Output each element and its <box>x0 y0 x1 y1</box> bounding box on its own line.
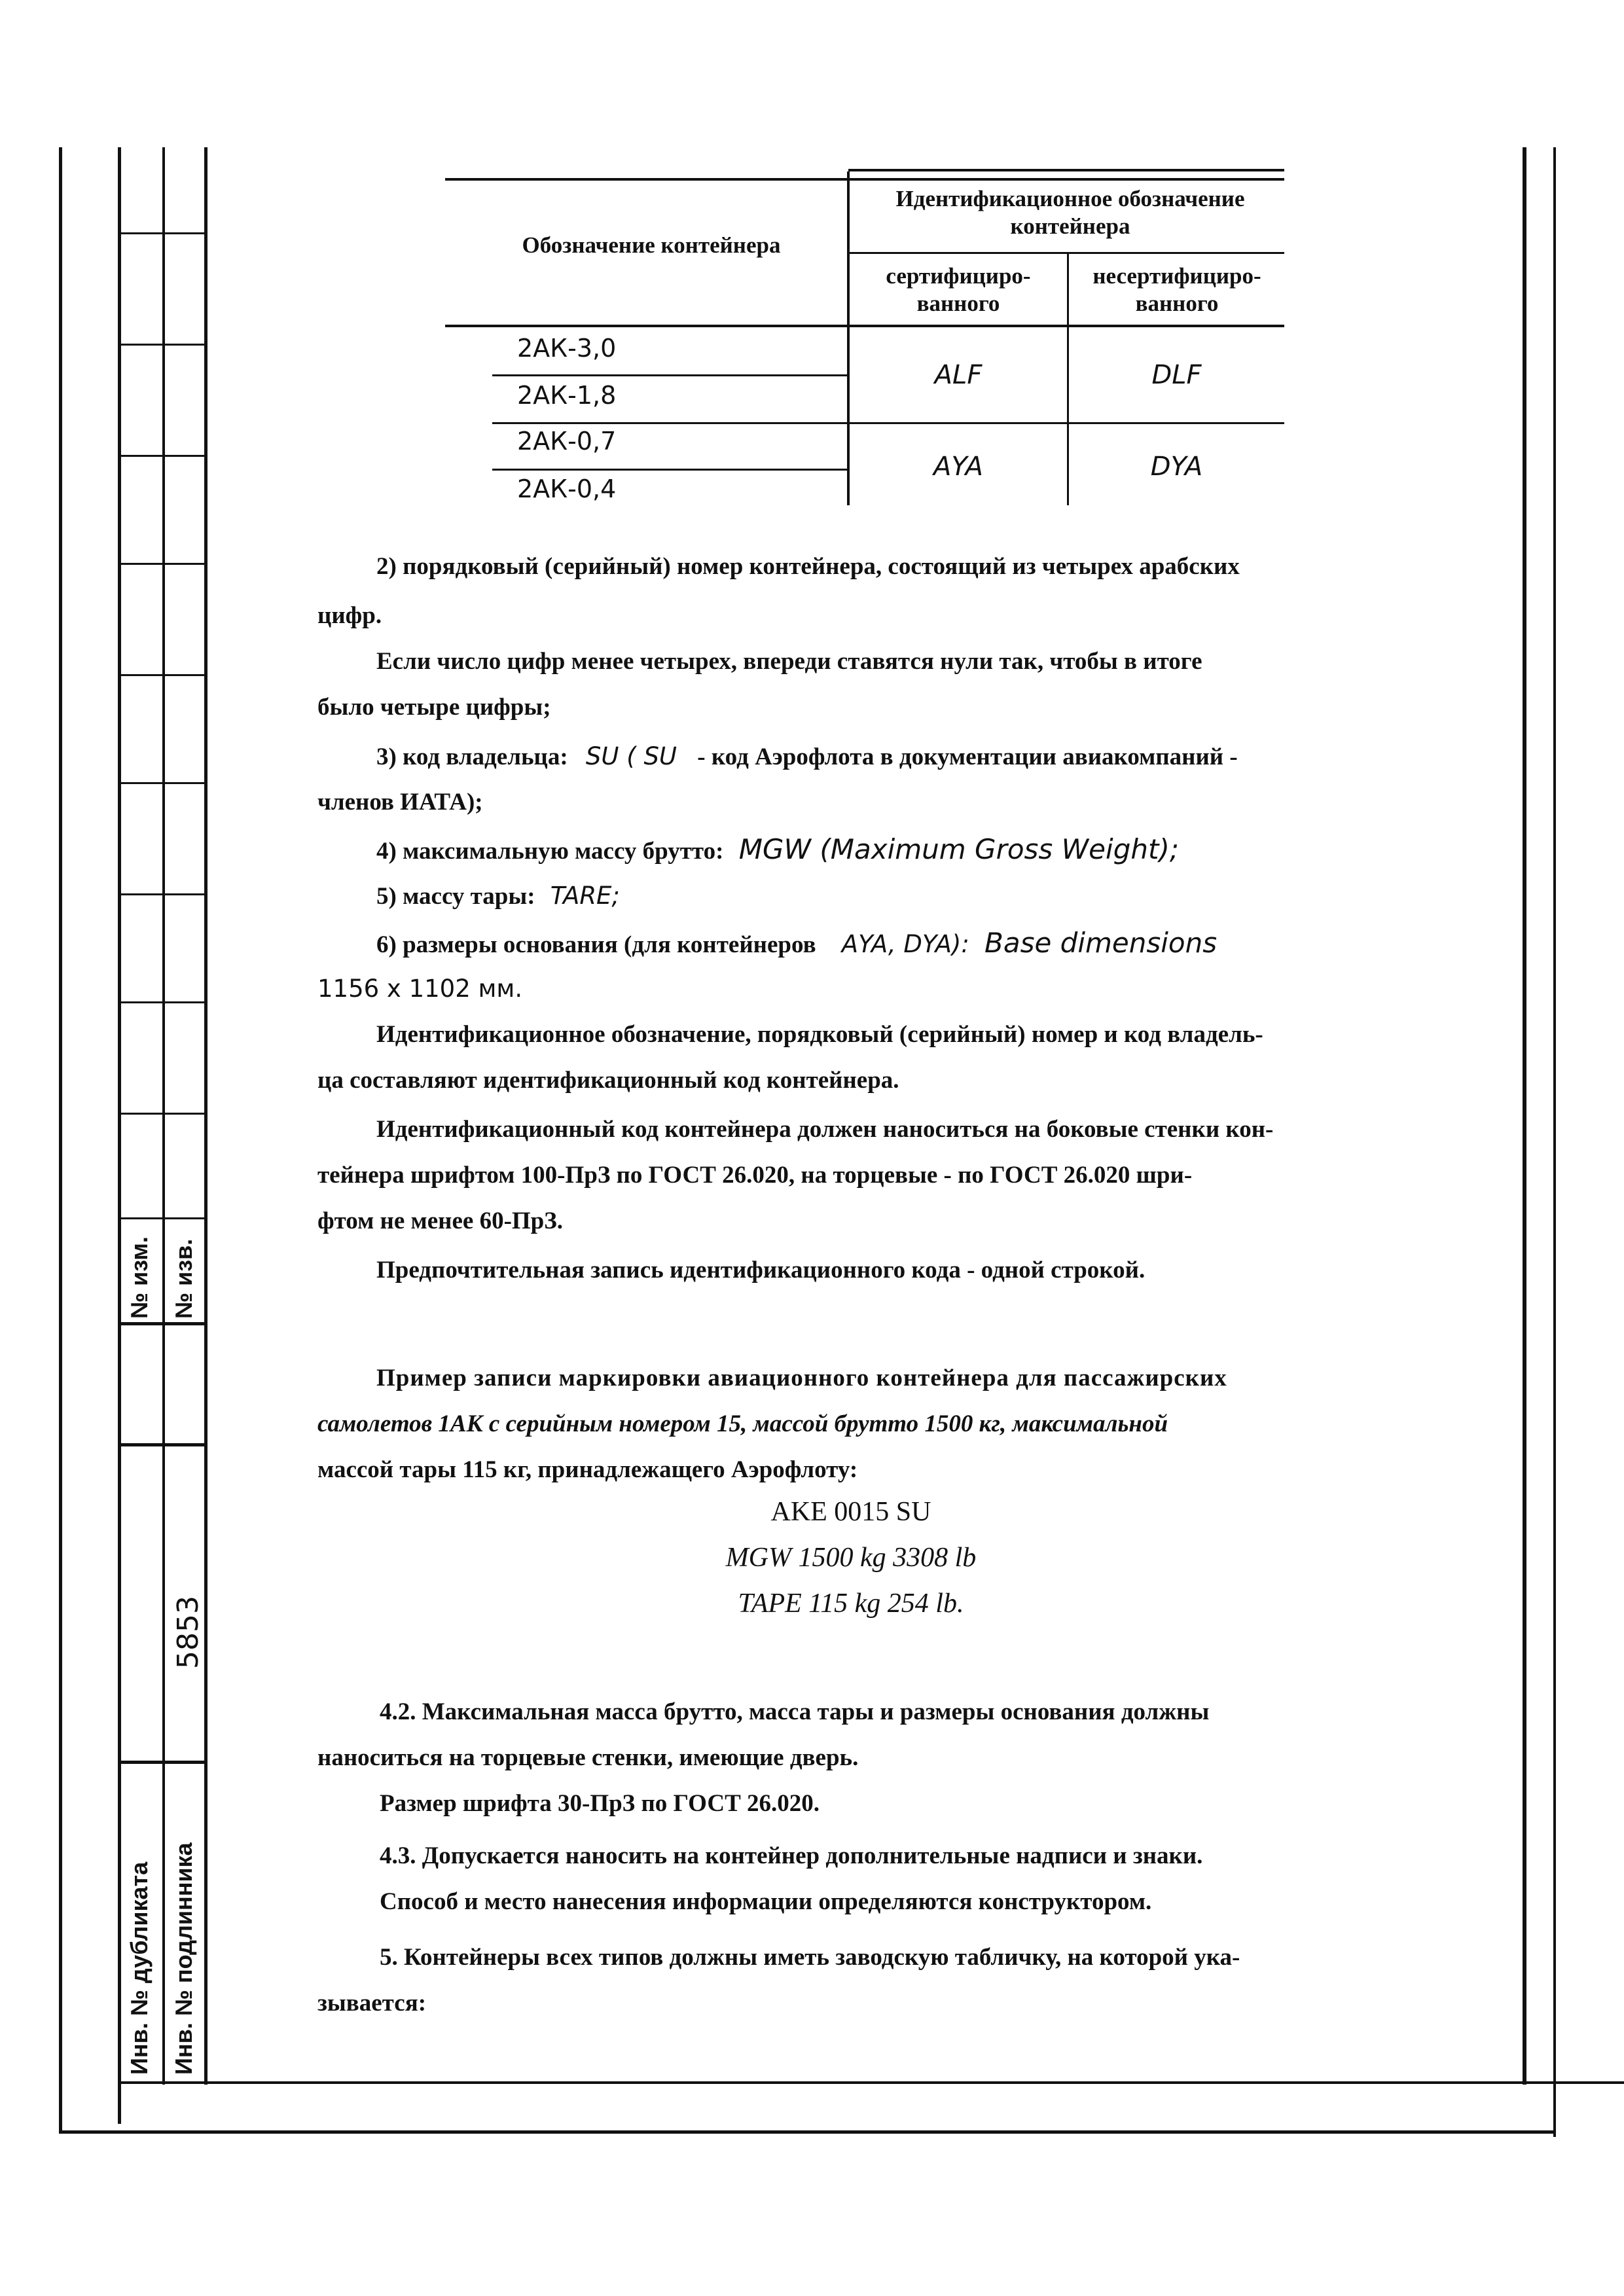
stamp-divider <box>118 674 208 676</box>
stamp-divider <box>118 1443 208 1446</box>
stamp-izv-label: № изв. <box>170 1238 197 1319</box>
text-line <box>376 872 620 920</box>
stamp-divider <box>118 1761 208 1764</box>
text-line: членов ИАТА); <box>317 789 483 816</box>
example-title: Пример записи маркировки авиационного контейнера для пассажирских <box>376 1365 1227 1391</box>
frame-line <box>118 147 121 2124</box>
header-certified: сертифициро-ванного <box>886 262 1031 316</box>
text-line: было четыре цифры; <box>317 694 551 721</box>
text-fragment: 6) размеры основания (для контейнеров <box>376 931 816 958</box>
text-line: 2) порядковый (серийный) номер контейнера, состоящий из четырех арабских <box>376 553 1240 580</box>
stamp-divider <box>118 1001 208 1003</box>
frame-line <box>1523 147 1526 2085</box>
row-designation: 2АК-0,7 <box>517 427 617 456</box>
text-line: цифр. <box>317 602 382 629</box>
header-designation: Обозначение контейнера <box>522 232 781 258</box>
stamp-divider <box>118 1217 208 1219</box>
stamp-divider <box>118 1322 208 1325</box>
frame-line <box>208 2081 1525 2084</box>
text-line: наноситься на торцевые стенки, имеющие дверь. <box>317 1744 859 1771</box>
text-line: Способ и место нанесения информации определяются конструктором. <box>380 1888 1152 1915</box>
text-fragment: 4) максимальную массу брутто: <box>376 838 724 865</box>
text-line: 4.3. Допускается наносить на контейнер дополнительные надписи и знаки. <box>380 1842 1203 1869</box>
frame-line <box>59 147 62 2132</box>
text-fragment: 3) код владельца: <box>376 744 568 770</box>
text-line: Предпочтительная запись идентификационного кода - одной строкой. <box>376 1257 1146 1283</box>
stamp-divider <box>118 455 208 457</box>
text-line: ца составляют идентификационный код контейнера. <box>317 1067 899 1094</box>
example-code: AKE 0015 SU <box>770 1497 931 1527</box>
text-line: Если число цифр менее четырех, впереди ставятся нули так, чтобы в итоге <box>376 648 1202 675</box>
stamp-divider <box>118 893 208 895</box>
header-uncertified: несертифициро-ванного <box>1092 262 1261 316</box>
text-line: зывается: <box>317 1990 427 2017</box>
text-fragment: TARE; <box>550 882 620 910</box>
table-line <box>848 252 1284 254</box>
code-certified: AYA <box>933 452 984 482</box>
row-designation: 2АК-0,4 <box>517 475 617 503</box>
table-line <box>848 169 1284 171</box>
stamp-divider <box>118 782 208 784</box>
example-code: MGW 1500 kg 3308 lb <box>725 1543 977 1573</box>
example-code: TAPE 115 kg 254 lb. <box>738 1588 964 1619</box>
table-line <box>492 374 848 376</box>
text-fragment: 5) массу тары: <box>376 883 535 910</box>
code-uncertified: DYA <box>1150 452 1203 482</box>
frame-line <box>1553 147 1556 2137</box>
text-fragment: SU ( SU <box>585 742 677 770</box>
stamp-divider <box>118 563 208 565</box>
text-line: Идентификационное обозначение, порядковый (серийный) номер и код владель- <box>376 1021 1263 1048</box>
frame-line <box>162 147 165 2085</box>
stamp-podl-label: Инв. № подлинника <box>170 1842 197 2075</box>
text-line: самолетов 1АК с серийным номером 15, массой брутто 1500 кг, максимальной <box>317 1410 1168 1437</box>
stamp-divider <box>118 232 208 234</box>
text-line: 1156 х 1102 мм. <box>317 975 523 1003</box>
text-line: 4.2. Максимальная масса брутто, масса тары и размеры основания должны <box>380 1698 1210 1725</box>
row-designation: 2АК-1,8 <box>517 381 617 410</box>
header-ident: Идентификационное обозначение контейнера <box>895 186 1245 239</box>
stamp-number: 5853 <box>171 1596 205 1669</box>
stamp-divider <box>118 1113 208 1115</box>
text-line: тейнера шрифтом 100-ПрЗ по ГОСТ 26.020, на торцевые - по ГОСТ 26.020 шри- <box>317 1162 1193 1189</box>
stamp-dubl-label: Инв. № дубликата <box>126 1861 153 2075</box>
text-line <box>376 920 1217 969</box>
row-designation: 2АК-3,0 <box>517 334 617 363</box>
text-line: фтом не менее 60-ПрЗ. <box>317 1208 564 1234</box>
text-fragment: - код Аэрофлота в документации авиакомпаний - <box>697 744 1238 770</box>
text-fragment: MGW (Maximum Gross Weight); <box>738 833 1179 865</box>
text-fragment: AYA, DYA): <box>841 930 969 958</box>
text-line: 5. Контейнеры всех типов должны иметь заводскую табличку, на которой ука- <box>380 1944 1240 1971</box>
frame-line <box>59 2130 1556 2134</box>
frame-line <box>204 147 208 2085</box>
text-line <box>376 733 1238 781</box>
code-uncertified: DLF <box>1151 359 1202 390</box>
text-line: Идентификационный код контейнера должен наноситься на боковые стенки кон- <box>376 1116 1274 1143</box>
text-line <box>376 826 1179 875</box>
stamp-izm-label: № изм. <box>126 1236 153 1319</box>
text-line: Размер шрифта 30-ПрЗ по ГОСТ 26.020. <box>380 1790 820 1817</box>
stamp-divider <box>118 344 208 346</box>
code-certified: ALF <box>934 359 983 390</box>
text-fragment: Base dimensions <box>984 927 1218 959</box>
text-line: массой тары 115 кг, принадлежащего Аэрофлоту: <box>317 1456 858 1483</box>
table-line <box>492 469 848 471</box>
